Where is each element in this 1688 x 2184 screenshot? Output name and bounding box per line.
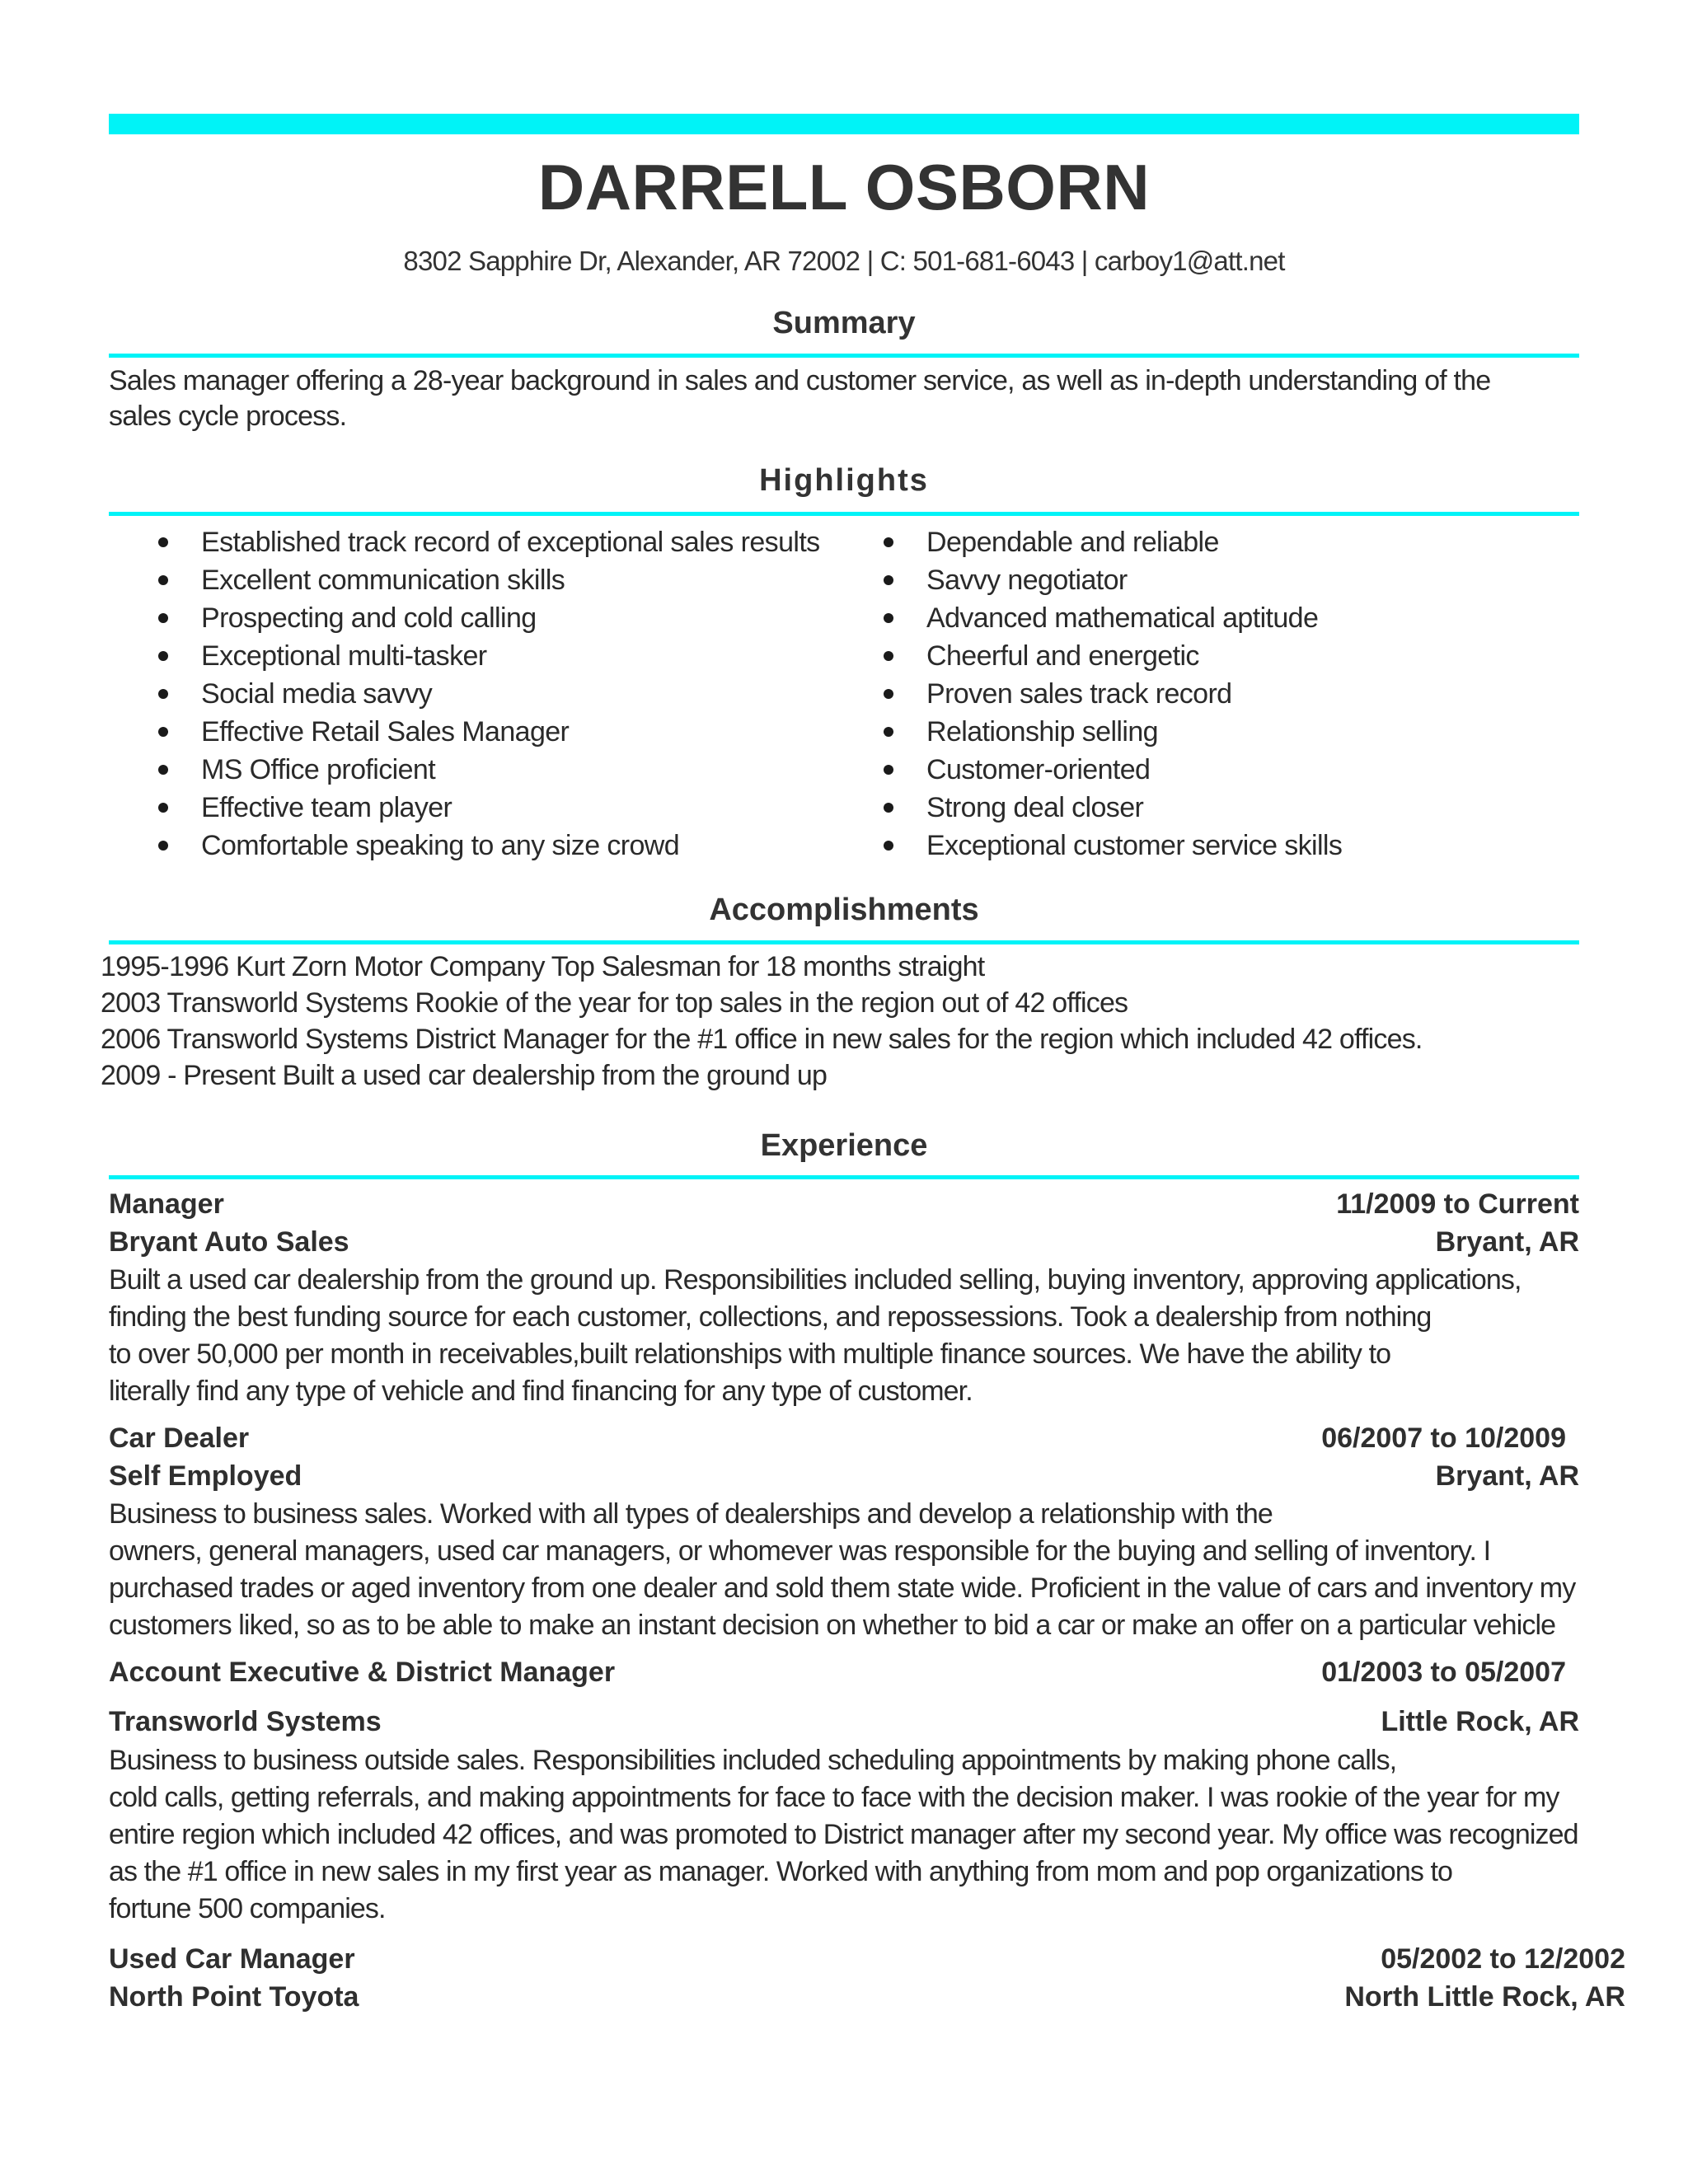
bullet-icon	[158, 727, 168, 737]
bullet-icon	[158, 651, 168, 661]
highlights-rule	[109, 512, 1579, 516]
highlight-item: MS Office proficient	[158, 751, 900, 789]
bullet-icon	[884, 727, 893, 737]
bullet-icon	[158, 537, 168, 547]
description-line: cold calls, getting referrals, and making appointments for face to face with the decision maker. I was rookie of the year for my	[109, 1782, 1559, 1813]
job-title: Car Dealer	[109, 1422, 250, 1454]
accent-bar	[109, 114, 1579, 134]
description-line: Business to business sales. Worked with all types of dealerships and develop a relationship with the	[109, 1498, 1273, 1530]
highlight-item: Effective team player	[158, 789, 900, 827]
highlights-right-list	[884, 523, 1576, 865]
highlight-item: Strong deal closer	[884, 789, 1576, 827]
highlight-item: Relationship selling	[884, 713, 1576, 751]
experience-heading: Experience	[760, 1128, 928, 1163]
job-title-row	[109, 1188, 1579, 1223]
bullet-icon	[884, 803, 893, 813]
highlights-heading: Highlights	[759, 463, 929, 498]
bullet-icon	[158, 575, 168, 585]
job-location: Little Rock, AR	[1381, 1706, 1579, 1737]
bullet-icon	[884, 651, 893, 661]
highlight-item: Dependable and reliable	[884, 523, 1576, 561]
bullet-icon	[158, 689, 168, 699]
highlight-item: Customer-oriented	[884, 751, 1576, 789]
job-description	[109, 1742, 1634, 1928]
job-company: North Point Toyota	[109, 1981, 359, 2013]
highlight-item: Excellent communication skills	[158, 561, 900, 599]
accomplishments-list	[101, 949, 1584, 1094]
job-company: Transworld Systems	[109, 1706, 382, 1737]
bullet-icon	[884, 689, 893, 699]
job-company-row	[109, 1981, 1625, 2016]
highlight-item: Savvy negotiator	[884, 561, 1576, 599]
bullet-icon	[884, 575, 893, 585]
job-location: North Little Rock, AR	[1344, 1981, 1625, 2013]
description-line: Business to business outside sales. Responsibilities included scheduling appointments by making phone calls,	[109, 1745, 1397, 1776]
highlight-item: Established track record of exceptional sales results	[158, 523, 900, 561]
highlight-item: Exceptional customer service skills	[884, 827, 1576, 865]
job-company-row	[109, 1706, 1579, 1741]
job-title-row	[109, 1943, 1625, 1978]
highlight-item: Prospecting and cold calling	[158, 599, 900, 637]
description-line: to over 50,000 per month in receivables,built relationships with multiple finance sources. We have the ability to	[109, 1338, 1391, 1370]
description-line: purchased trades or aged inventory from one dealer and sold them state wide. Proficient in the value of cars and inventory my	[109, 1572, 1576, 1604]
bullet-icon	[884, 613, 893, 623]
job-title: Used Car Manager	[109, 1943, 355, 1975]
candidate-name: DARRELL OSBORN	[537, 151, 1151, 223]
accomplishments-rule	[109, 940, 1579, 944]
description-line: owners, general managers, used car managers, or whomever was responsible for the buying and selling of inventory. I	[109, 1535, 1491, 1567]
job-description	[109, 1262, 1634, 1410]
job-location: Bryant, AR	[1435, 1226, 1579, 1258]
description-line: as the #1 office in new sales in my first year as manager. Worked with anything from mom and pop organizations to	[109, 1856, 1453, 1887]
contact-line: 8302 Sapphire Dr, Alexander, AR 72002 | C: 501-681-6043 | carboy1@att.net	[403, 246, 1285, 276]
highlight-item: Social media savvy	[158, 675, 900, 713]
highlight-item: Exceptional multi-tasker	[158, 637, 900, 675]
highlight-item: Advanced mathematical aptitude	[884, 599, 1576, 637]
highlight-item: Comfortable speaking to any size crowd	[158, 827, 900, 865]
job-company: Bryant Auto Sales	[109, 1226, 349, 1258]
job-dates: 05/2002 to 12/2002	[1381, 1943, 1625, 1975]
description-line: finding the best funding source for each customer, collections, and repossessions. Took a dealership from nothing	[109, 1301, 1432, 1333]
highlights-left-list	[158, 523, 900, 865]
accomplishment-item: 1995-1996 Kurt Zorn Motor Company Top Salesman for 18 months straight	[101, 951, 985, 982]
accomplishment-item: 2009 - Present Built a used car dealership from the ground up	[101, 1060, 828, 1091]
experience-rule	[109, 1175, 1579, 1179]
description-line: Built a used car dealership from the ground up. Responsibilities included selling, buying inventory, approving applications,	[109, 1264, 1522, 1296]
bullet-icon	[884, 765, 893, 775]
job-location: Bryant, AR	[1435, 1460, 1579, 1492]
job-dates: 01/2003 to 05/2007	[1321, 1657, 1566, 1688]
description-line: entire region which included 42 offices, and was promoted to District manager after my second year. My office was recognized	[109, 1819, 1578, 1850]
job-title: Account Executive & District Manager	[109, 1657, 616, 1688]
accomplishment-item: 2003 Transworld Systems Rookie of the year for top sales in the region out of 42 offices	[101, 987, 1128, 1019]
accomplishment-item: 2006 Transworld Systems District Manager for the #1 office in new sales for the region which included 42 offices.	[101, 1024, 1423, 1055]
job-company: Self Employed	[109, 1460, 302, 1492]
job-description	[109, 1496, 1634, 1644]
description-line: literally find any type of vehicle and find financing for any type of customer.	[109, 1376, 973, 1407]
job-company-row	[109, 1226, 1579, 1261]
resume-page	[101, 0, 1625, 2184]
bullet-icon	[158, 803, 168, 813]
description-line: fortune 500 companies.	[109, 1893, 386, 1924]
job-company-row	[109, 1460, 1579, 1495]
job-title-row	[109, 1422, 1566, 1457]
highlight-item: Cheerful and energetic	[884, 637, 1576, 675]
job-title: Manager	[109, 1188, 224, 1220]
accomplishments-heading: Accomplishments	[709, 893, 979, 927]
highlight-item: Proven sales track record	[884, 675, 1576, 713]
bullet-icon	[158, 841, 168, 851]
bullet-icon	[158, 765, 168, 775]
summary-heading: Summary	[772, 306, 916, 340]
job-dates: 06/2007 to 10/2009	[1321, 1422, 1566, 1454]
bullet-icon	[884, 841, 893, 851]
summary-text: Sales manager offering a 28-year background in sales and customer service, as well as in-depth understanding of the sales cycle process.	[109, 365, 1491, 432]
description-line: customers liked, so as to be able to make an instant decision on whether to bid a car or make an offer on a particular vehicle	[109, 1610, 1556, 1641]
bullet-icon	[884, 537, 893, 547]
job-dates: 11/2009 to Current	[1336, 1188, 1579, 1220]
highlight-item: Effective Retail Sales Manager	[158, 713, 900, 751]
summary-rule	[109, 354, 1579, 358]
job-title-row	[109, 1657, 1566, 1691]
bullet-icon	[158, 613, 168, 623]
